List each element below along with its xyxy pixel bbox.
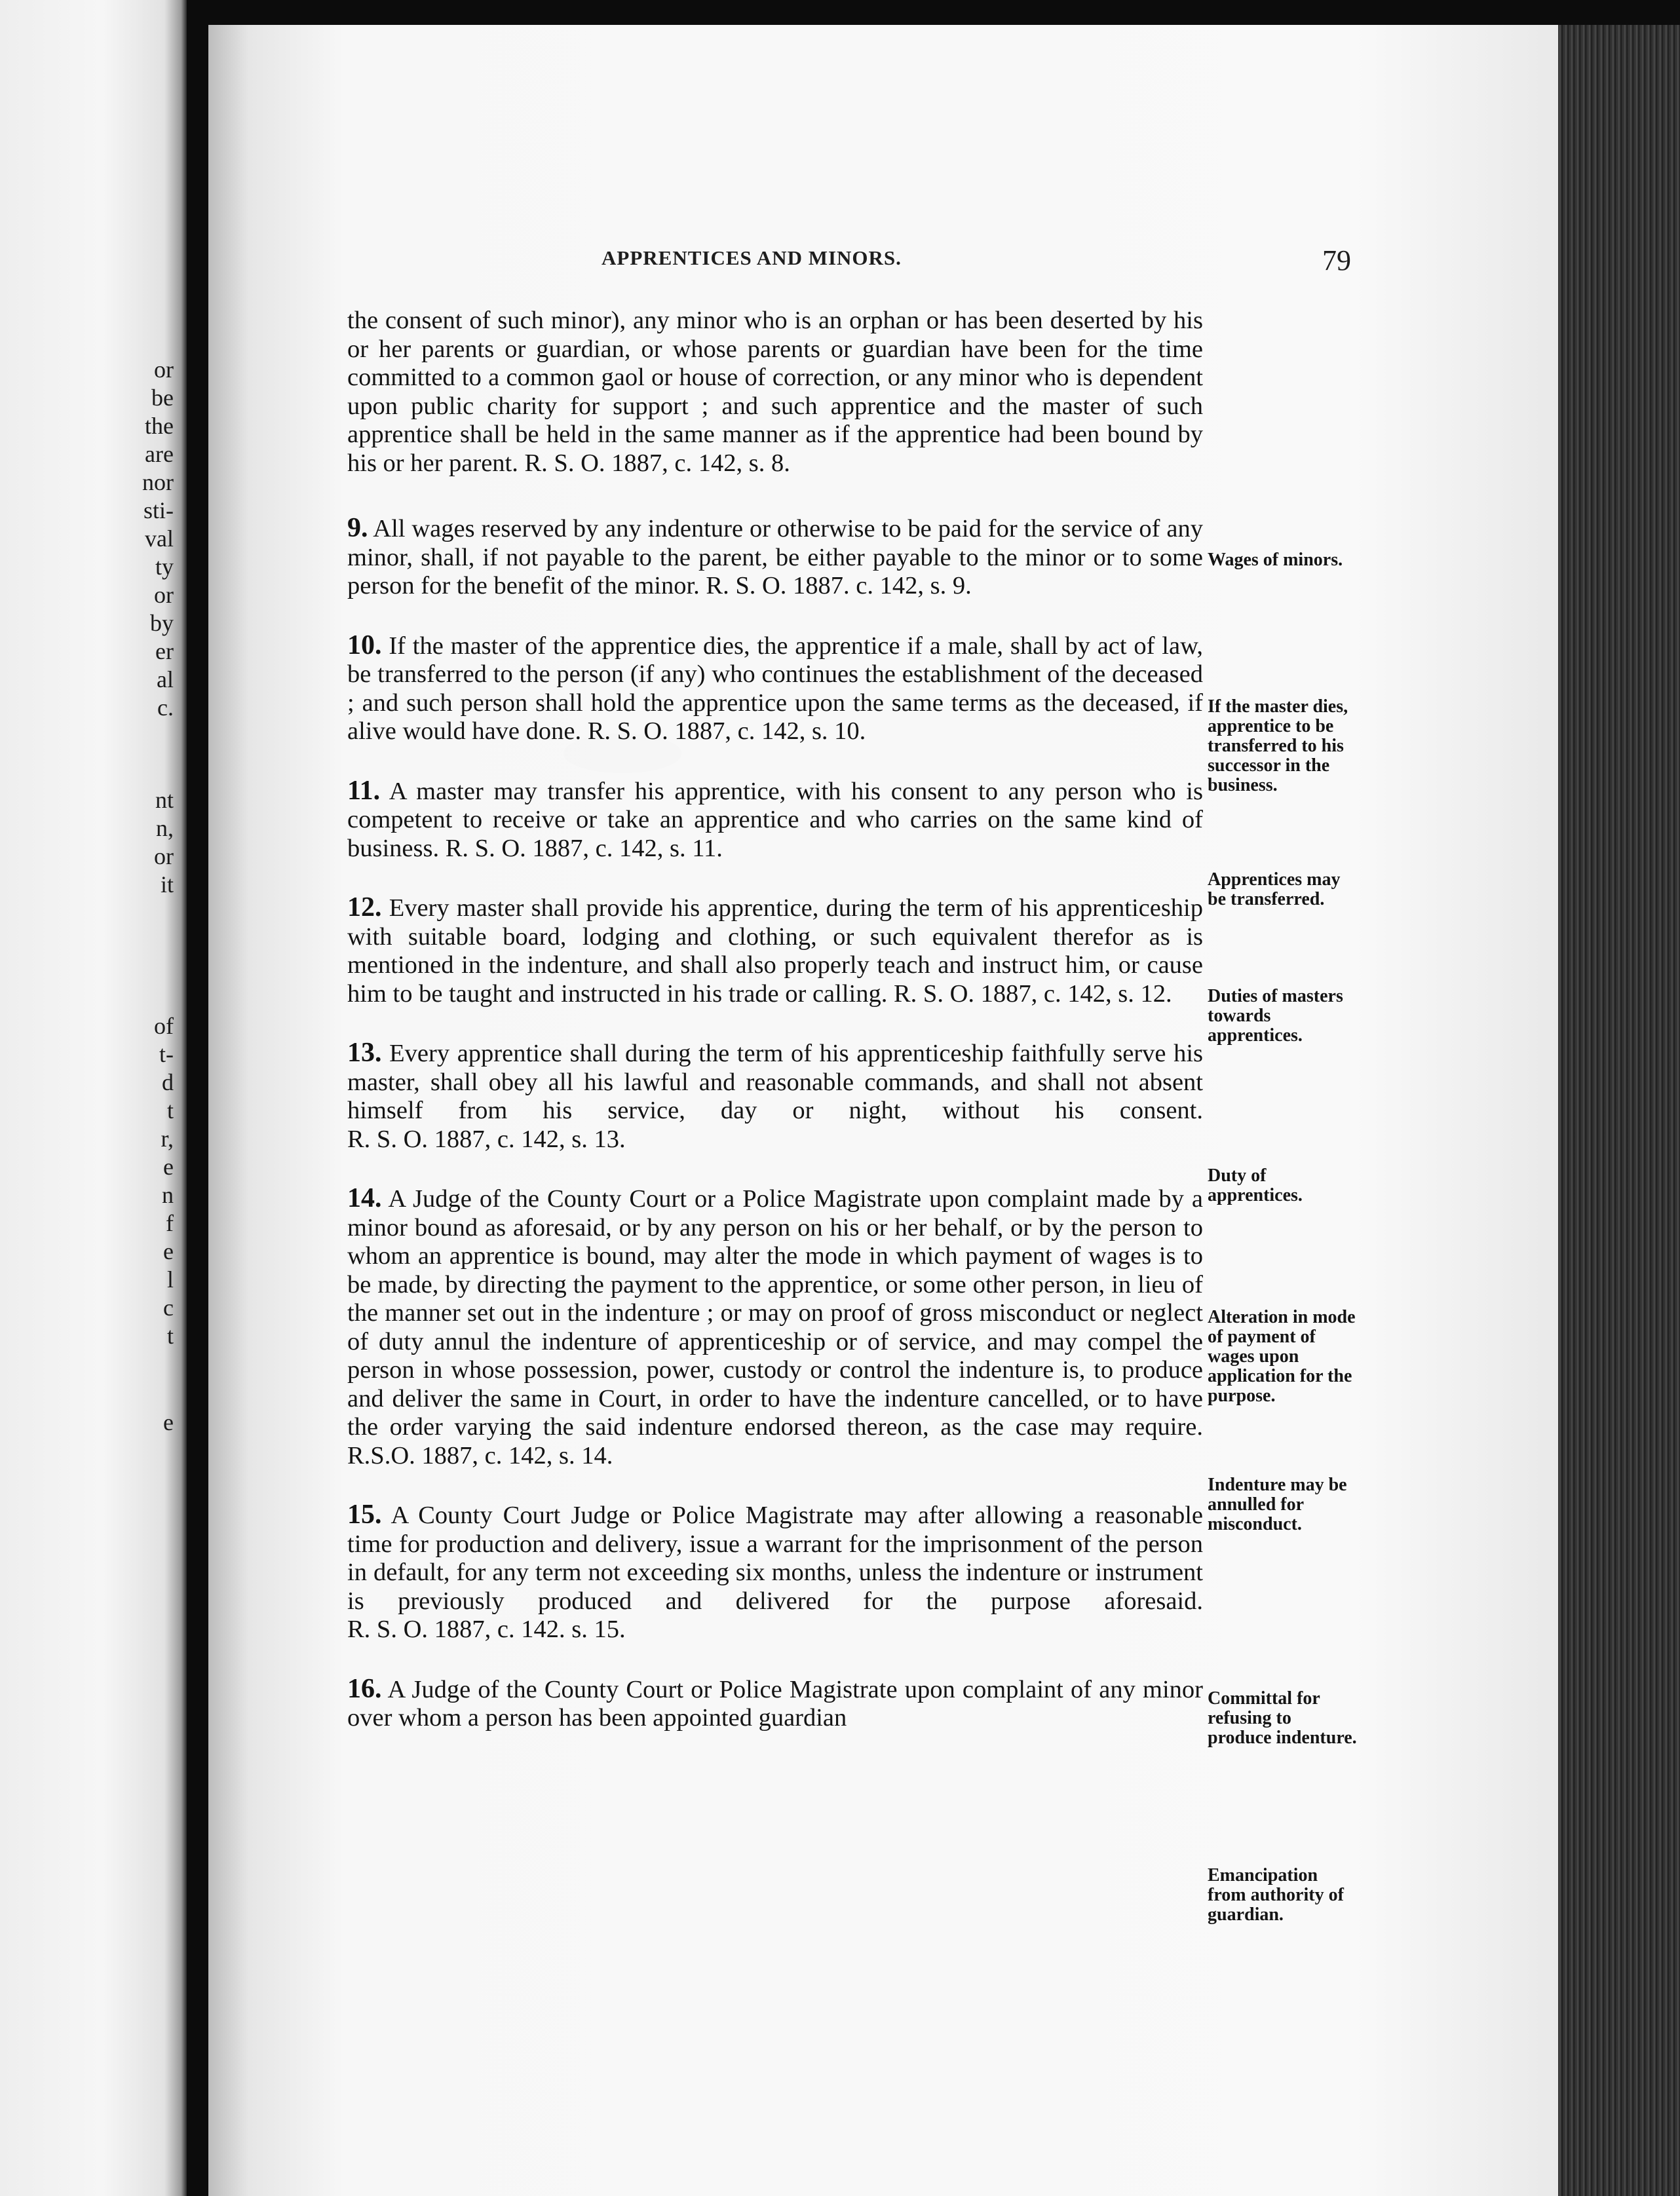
facing-page-fragment: e [163,1238,174,1264]
marginal-note: Indenture may be annulled for misconduct. [1208,1475,1347,1534]
section-13 [347,1039,1203,1154]
section-number: 11. [347,775,381,806]
facing-page-fragment: or [154,843,174,869]
page-number: 79 [1322,244,1351,276]
facing-page-fragment: n, [156,815,174,841]
paragraph-continued [347,307,1203,478]
paragraph-text: A Judge of the County Court or a Police Magistrate upon complaint made by a minor bound as aforesaid, or by any person on his or her behalf, or by the person to whom an apprentice is bound, may alter the mode in which payment of wages is to be made, by directing the payment to the apprentice, or some other person, in lieu of the manner set out in the indenture ; or may on proof of gross misconduct or neglect of duty annul the indenture of apprenticeship or of service, and may compel the person in whose possession, power, custody or control the indenture is, to produce and deliver the same in Court, in order to have the indenture cancelled, or to have the order varying the said indenture endorsed thereon, as the case may require. [347,1185,1203,1441]
facing-page-fragment: er [155,638,174,664]
facing-page-fragment: val [145,525,174,552]
paragraph-text: A Judge of the County Court or Police Magistrate upon complaint of any minor over whom a person has been appointed guardian [347,1675,1203,1732]
facing-page-fragment: e [163,1409,174,1435]
facing-page-fragment: t [166,1323,174,1349]
section-16 [347,1675,1203,1733]
citation: R. S. O. 1887, c. 142. s. 15. [347,1616,626,1643]
facing-page-fragment: ty [155,554,174,580]
facing-page-fragment: d [162,1069,174,1095]
marginal-note: If the master dies, apprentice to be transferred to his successor in the business. [1208,696,1348,795]
page-edge-stack [1558,25,1680,2196]
paragraph-text: Every apprentice shall during the term of his apprenticeship faithfully serve his master, shall obey all his lawful and reasonable commands, and shall not absent himself from his service, day or night, without his consent. [347,1040,1204,1124]
facing-page-fragment: c [163,1295,174,1321]
section-number: 12. [347,892,382,922]
citation: R. S. O. 1887, c. 142, s. 11. [445,834,723,862]
facing-page-fragment: of [154,1013,174,1039]
facing-page-fragment: or [154,582,174,608]
marginal-note: Duties of masters towards apprentices. [1208,986,1343,1046]
section-number: 15. [347,1500,382,1530]
facing-page-fragment: it [160,871,174,898]
paragraph-text: A County Court Judge or Police Magistrate may after allowing a reasonable time for production and delivery, issue a warrant for the imprisonment of the person in default, for any term not exceeding six months, unless the indenture or instrument is previously produced and delivered for the purpose aforesaid. [347,1502,1203,1615]
marginal-note: Alteration in mode of payment of wages upon application for the purpose. [1208,1307,1356,1406]
section-15 [347,1501,1203,1644]
citation: R.S.O. 1887, c. 142, s. 14. [347,1441,613,1469]
section-10 [347,632,1203,746]
facing-page-fragment: the [145,413,174,439]
facing-page-fragment: t- [159,1041,174,1067]
section-number: 14. [347,1183,382,1213]
citation: R. S. O. 1887. c. 142, s. 9. [706,572,972,599]
paragraph-text: the consent of such minor), any minor who is an orphan or has been deserted by his or her parents or guardian, or whose parents or guardian have been for the time committed to a common gaol or house of correction, or any minor who is dependent upon public charity for support ; and such apprentice and the master of such apprentice shall be held in the same manner as if the apprentice had been bound by his or her parent. [347,307,1203,477]
facing-page-fragment: l [166,1266,174,1293]
marginal-note: Committal for refusing to produce indenture. [1208,1688,1357,1748]
facing-page-fragment: nor [142,469,174,495]
paragraph-text: A master may transfer his apprentice, with his consent to any person who is competent to receive or take an apprentice and who carries on the same kind of business. [347,777,1203,862]
facing-page-fragment: f [166,1210,174,1236]
section-number: 13. [347,1038,382,1068]
facing-page [0,0,187,2196]
citation: R. S. O. 1887, c. 142, s. 12. [893,979,1172,1008]
facing-page-fragment: c. [157,694,174,721]
facing-page-fragment: by [150,610,174,636]
facing-page-fragment: nt [155,787,174,813]
facing-page-fragment: be [151,385,174,411]
marginal-note: Wages of minors. [1208,550,1343,570]
section-12 [347,894,1203,1008]
section-number: 9. [347,513,368,543]
facing-page-fragment: al [157,666,174,692]
section-14 [347,1184,1203,1470]
facing-page-fragment: t [166,1097,174,1124]
facing-page-fragment: are [145,441,174,467]
citation: R. S. O. 1887, c. 142, s. 8. [524,449,790,477]
facing-page-fragment: r, [161,1126,174,1152]
marginal-note: Emancipation from authority of guardian. [1208,1865,1344,1925]
paragraph-text: Every master shall provide his apprentice, during the term of his apprenticeship with suitable board, lodging and clothing, or such equivalent therefor as is mentioned in the indenture, and shall also properly teach and instruct him, or cause him to be taught and instructed in his trade or calling. [347,894,1204,1008]
marginal-note: Apprentices may be transferred. [1208,869,1341,909]
paragraph-text: If the master of the apprentice dies, the apprentice if a male, shall by act of law, be transferred to the person (if any) who continues the establishment of the deceased ; and such person shall hold the apprentice upon the same terms as the deceased, if alive would have done. [347,632,1204,745]
body-text [347,307,1203,1764]
section-9 [347,514,1203,601]
facing-page-fragment: e [163,1154,174,1180]
section-number: 16. [347,1673,382,1704]
citation: R. S. O. 1887, c. 142, s. 13. [347,1125,626,1153]
facing-page-fragment: n [162,1182,174,1208]
section-number: 10. [347,630,382,660]
facing-page-fragment: sti- [143,497,174,523]
running-head: APPRENTICES AND MINORS. [601,246,902,269]
facing-page-fragment: or [154,356,174,383]
marginal-note: Duty of apprentices. [1208,1165,1303,1205]
section-11 [347,777,1203,863]
citation: R. S. O. 1887, c. 142, s. 10. [587,717,866,745]
paragraph-text: All wages reserved by any indenture or otherwise to be paid for the service of any minor, shall, if not payable to the parent, be either payable to the minor or to some person for the benefit of the minor. [347,515,1203,599]
